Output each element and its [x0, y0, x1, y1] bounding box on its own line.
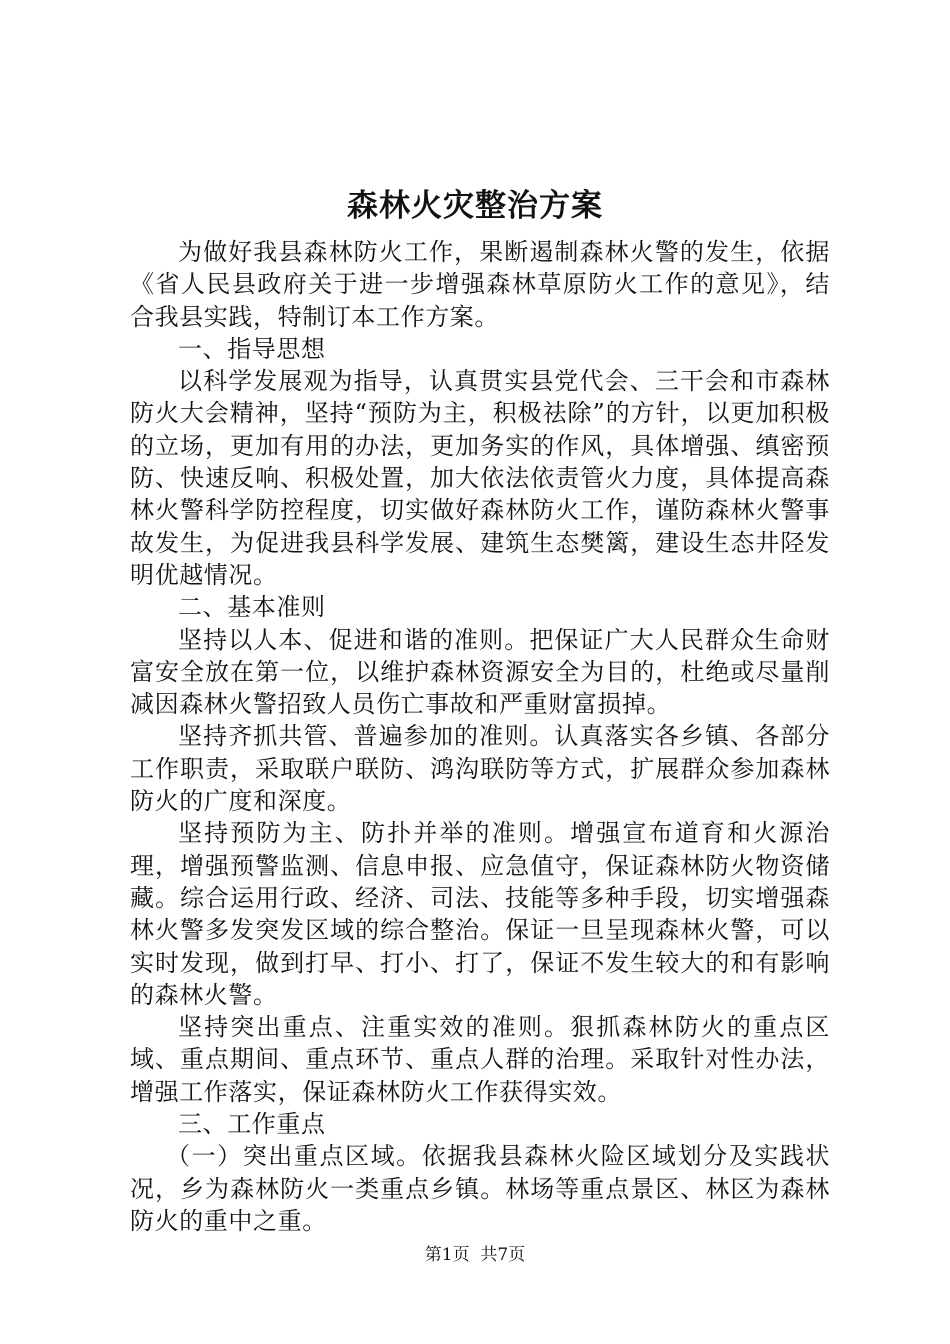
work-focus-paragraph-key-areas: （一）突出重点区域。依据我县森林火险区域划分及实践状况，乡为森林防火一类重点乡镇。林场等重点景区、林区为森林防火的重中之重。	[130, 1142, 830, 1235]
document-title: 森林火灾整治方案	[347, 188, 603, 224]
section-heading-guiding-ideology: 一、指导思想	[178, 334, 326, 363]
intro-paragraph: 为做好我县森林防火工作，果断遏制森林火警的发生，依据《省人民县政府关于进一步增强森林草原防火工作的意见》，结合我县实践，特制订本工作方案。	[130, 238, 830, 331]
principle-paragraph-people-first: 坚持以人本、促进和谐的准则。把保证广大人民群众生命财富安全放在第一位，以维护森林资源安全为目的，杜绝或尽量削减因森林火警招致人员伤亡事故和严重财富损掉。	[130, 625, 830, 719]
principle-paragraph-key-points: 坚持突出重点、注重实效的准则。狠抓森林防火的重点区域、重点期间、重点环节、重点人群的治理。采取针对性办法，增强工作落实，保证森林防火工作获得实效。	[130, 1013, 830, 1106]
guiding-ideology-paragraph: 以科学发展观为指导，认真贯实县党代会、三干会和市森林防火大会精神，坚持“预防为主，积极祛除”的方针，以更加积极的立场，更加有用的办法，更加务实的作风，具体增强、缜密预防、快速反响、积极处置，加大依法依责管火力度，具体提高森林火警科学防控程度，切实做好森林防火工作，谨防森林火警事故发生，为促进我县科学发展、建筑生态樊篱，建设生态井陉发明优越情况。	[130, 367, 830, 589]
principle-paragraph-prevention-first: 坚持预防为主、防扑并举的准则。增强宣布道育和火源治理，增强预警监测、信息申报、应急值守，保证森林防火物资储藏。综合运用行政、经济、司法、技能等多种手段，切实增强森林火警多发突发区域的综合整治。保证一旦呈现森林火警，可以实时发现，做到打早、打小、打了，保证不发生较大的和有影响的森林火警。	[130, 819, 830, 1009]
document-body	[130, 236, 830, 1237]
section-heading-basic-principles: 二、基本准则	[178, 593, 326, 622]
principle-paragraph-joint-management: 坚持齐抓共管、普遍参加的准则。认真落实各乡镇、各部分工作职责，采取联户联防、鸿沟联防等方式，扩展群众参加森林防火的广度和深度。	[130, 722, 830, 816]
page-footer: 第1页 共7页	[424, 1245, 526, 1265]
section-heading-work-focus: 三、工作重点	[178, 1110, 326, 1139]
